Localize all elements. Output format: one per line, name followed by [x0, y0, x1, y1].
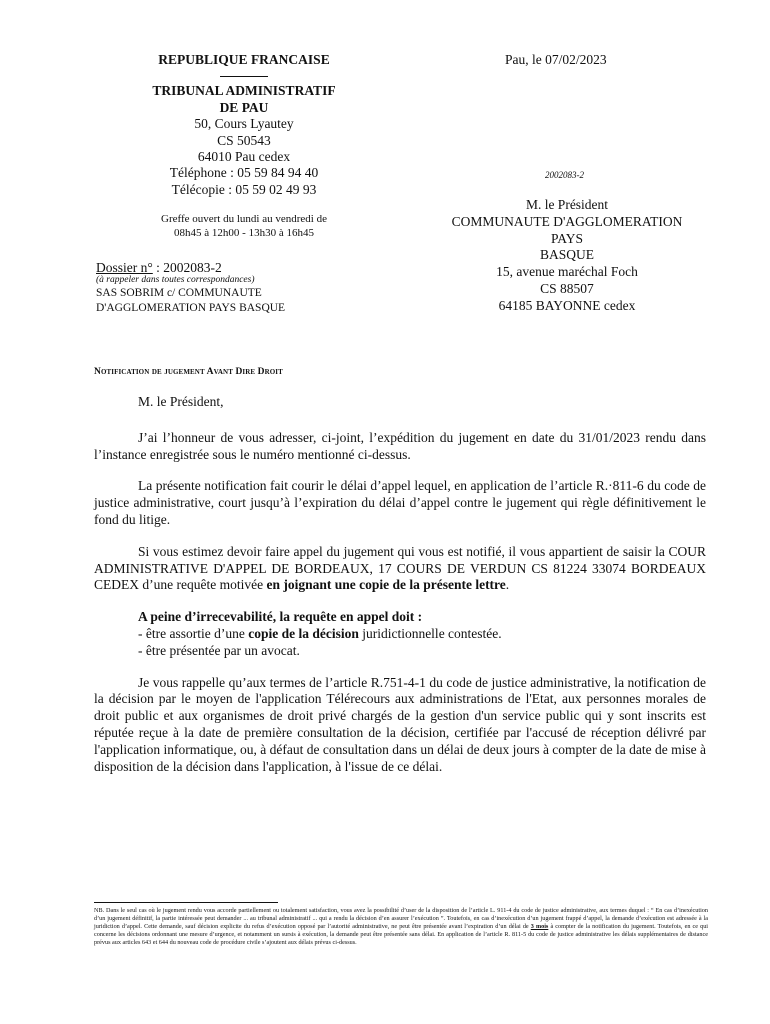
dossier-party-line2: D'AGGLOMERATION PAYS BASQUE [96, 302, 286, 314]
recipient-line5: 15, avenue maréchal Foch [496, 264, 638, 280]
tribunal-name-line2: DE PAU [219, 99, 269, 115]
paragraph-3-end: . [505, 577, 510, 593]
paragraph-4: Je vous rappelle qu’aux termes de l’article R.751-4-1 du code de justice administrative, la notification de la décision par le moyen de l'application Télérecours aux administrations de l'Etat, aux personnes morales de droit public et aux organismes de droit privé chargés de la gestion d'un service public qui y sont inscrits est réputée reçue à la date de première consultation de la décision, certifiée par l'accusé de réception délivré par l'application informatique, ou, à défaut de consultation dans un délai de deux jours à compter de la date de mise à disposition de la décision dans l'application, à l'issue de ce délai. [94, 674, 706, 774]
irrecevability-title: A peine d’irrecevabilité, la requête en appel doit : [138, 609, 423, 625]
dossier-block [96, 260, 396, 316]
irrecevability-block [94, 609, 706, 659]
irrecevability-item-1 [138, 626, 706, 643]
dossier-note: (à rappeler dans toutes correspondances) [96, 275, 255, 285]
letter-date: Pau, le 07/02/2023 [505, 52, 607, 67]
recipient-line7: 64185 BAYONNE cedex [498, 297, 636, 313]
paragraph-2: La présente notification fait courir le délai d’appel lequel, en application de l’article R.·811-6 du code de justice administrative, court jusqu’à l’expiration du délai d’appel contre le jugement qui règle définitivement le fond du litige. [94, 478, 706, 527]
footnote [94, 907, 708, 947]
reference-number: 2002083-2 [545, 170, 584, 180]
court-telephone: Téléphone : 05 59 84 94 40 [169, 165, 319, 181]
footnote-underlined: 3 mois [530, 923, 549, 931]
greffe-hours-line1: Greffe ouvert du lundi au vendredi de [161, 213, 327, 226]
recipient-line4: BASQUE [539, 247, 594, 263]
recipient-line6: CS 88507 [540, 280, 594, 296]
letter-body [94, 394, 706, 790]
paragraph-3-text: Si vous estimez devoir faire appel du jugement qui vous est notifié, il vous appartient de saisir la COUR ADMINISTRATIVE D'APPEL DE BORDEAUX, 17 COURS DE VERDUN CS 81224 33074 BORDEAUX CEDEX d’une requête motivée [94, 543, 706, 593]
salutation: M. le Président, [138, 394, 224, 409]
dossier-number: : 2002083-2 [152, 260, 222, 275]
footnote-separator [94, 902, 278, 903]
court-header [96, 52, 392, 240]
recipient-line2: COMMUNAUTE D'AGGLOMERATION [451, 213, 683, 229]
item-1-post: juridictionnelle contestée. [358, 625, 502, 641]
court-telecopie: Télécopie : 05 59 02 49 93 [171, 181, 317, 197]
header-separator [220, 68, 268, 77]
recipient-line1: M. le Président [525, 197, 609, 212]
court-address-line3: 64010 Pau cedex [197, 149, 291, 165]
dossier-party-line1: SAS SOBRIM c/ COMMUNAUTE [96, 287, 262, 299]
paragraph-1: J’ai l’honneur de vous adresser, ci-joint, l’expédition du jugement en date du 31/01/2023 rendu dans l’instance enregistrée sous le numéro mentionné ci-dessus. [94, 429, 706, 462]
letter-subject: Notification de jugement Avant Dire Droit [94, 367, 283, 377]
tribunal-name-line1: TRIBUNAL ADMINISTRATIF [152, 83, 336, 99]
greffe-hours-line2: 08h45 à 12h00 - 13h30 à 16h45 [174, 227, 314, 240]
recipient-line3: PAYS [550, 230, 584, 246]
footnote-part2: à compter de la notification du jugement. Toutefois, en ce qui concerne les décisions ordonnant une mesure d’urgence, et notamment un sursis à exécution, la demande peut être présentée sans délai. En application de l’article R. 811-5 du code de justice administrative les délais supplémentaires de distance prévus aux articles 643 et 644 du nouveau code de procédure civile s’ajoutent aux délais prévus ci-dessus. [94, 923, 709, 947]
item-1-pre: - être assortie d’une [138, 625, 249, 641]
dossier-label: Dossier n° [96, 260, 153, 275]
recipient-address [430, 197, 704, 315]
court-address-line2: CS 50543 [217, 132, 271, 148]
paragraph-3 [94, 544, 706, 594]
court-address-line1: 50, Cours Lyautey [194, 116, 294, 132]
irrecevability-item-2: - être présentée par un avocat. [138, 642, 300, 658]
republic-heading: REPUBLIQUE FRANCAISE [158, 52, 330, 67]
item-1-bold: copie de la décision [248, 625, 359, 641]
paragraph-3-bold: en joignant une copie de la présente lettre [266, 577, 506, 593]
footnote-part1: NB. Dans le seul cas où le jugement rendu vous accorde partiellement ou totalement satisfaction, vous avez la possibilité d’user de la disposition de l’article L. 911-4 du code de justice administrative, aux termes duquel : “ En cas d’inexécution d’un jugement définitif, la partie intéressée peut demander ... au tribunal administratif ... qui a rendu la décision d’en assurer l’exécution ”. Toutefois, en cas d’inexécution d’un jugement frappé d’appel, la demande d’exécution est adressée à la juridiction d’appel. Cette demande, sauf décision explicite du refus d’exécution opposé par l’autorité administrative, ne peut être présentée avant l’expiration d’un délai de [94, 907, 708, 931]
